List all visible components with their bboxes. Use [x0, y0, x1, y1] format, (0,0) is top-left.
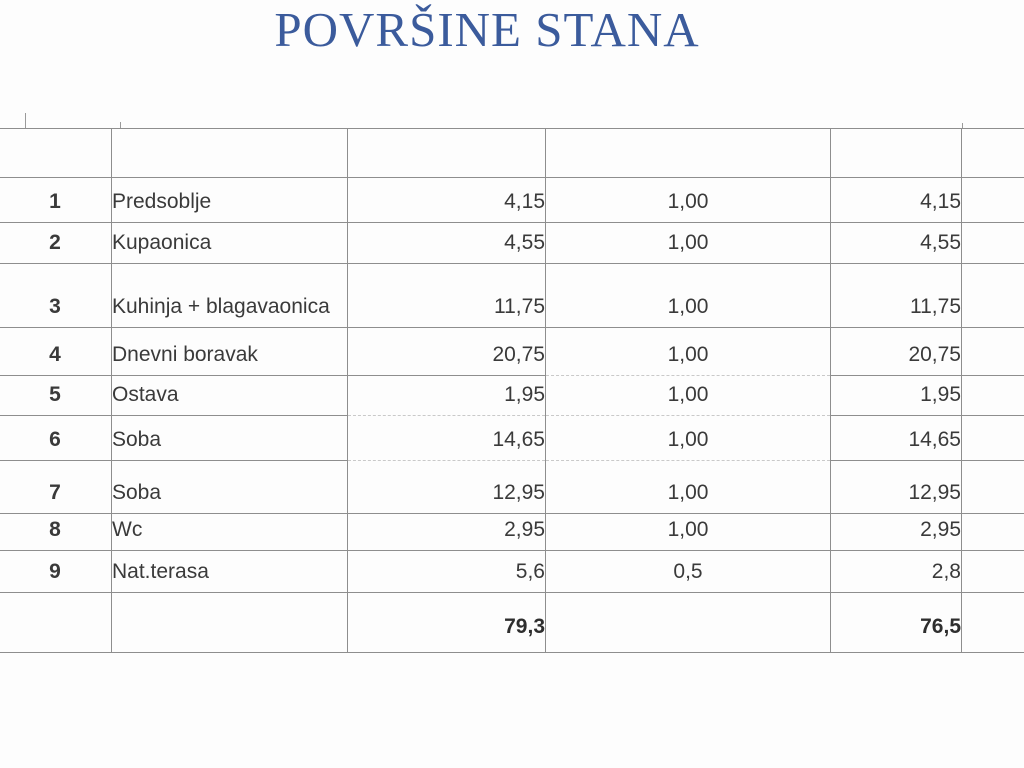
area-cell: 5,6 [348, 551, 546, 593]
room-name-cell: Kupaonica [112, 223, 348, 264]
reduced-area-cell: 11,75 [831, 264, 962, 328]
row-number-cell: 7 [0, 461, 112, 514]
room-name-cell: Ostava [112, 376, 348, 416]
empty-cell [962, 416, 1024, 461]
table-row [0, 223, 1024, 264]
empty-cell [962, 264, 1024, 328]
reduced-area-cell: 2,95 [831, 514, 962, 551]
empty-cell [962, 223, 1024, 264]
coefficient-cell: 1,00 [546, 416, 831, 461]
totals-row [0, 593, 1024, 653]
area-cell: 11,75 [348, 264, 546, 328]
table-row [0, 264, 1024, 328]
empty-cell [0, 593, 112, 653]
reduced-area-cell: 20,75 [831, 328, 962, 376]
coefficient-cell: 1,00 [546, 514, 831, 551]
total-reduced-cell: 76,5 [831, 593, 962, 653]
room-name-cell: Nat.terasa [112, 551, 348, 593]
scan-artifact-line [25, 113, 26, 128]
reduced-area-cell: 2,8 [831, 551, 962, 593]
header-cell [0, 129, 112, 178]
coefficient-cell: 1,00 [546, 376, 831, 416]
row-number-cell: 5 [0, 376, 112, 416]
area-cell: 14,65 [348, 416, 546, 461]
area-cell: 4,15 [348, 178, 546, 223]
row-number-cell: 3 [0, 264, 112, 328]
table-row [0, 461, 1024, 514]
row-number-cell: 6 [0, 416, 112, 461]
room-name-cell: Predsoblje [112, 178, 348, 223]
row-number-cell: 8 [0, 514, 112, 551]
table-row [0, 416, 1024, 461]
reduced-area-cell: 4,55 [831, 223, 962, 264]
coefficient-cell: 1,00 [546, 264, 831, 328]
empty-cell [962, 178, 1024, 223]
room-name-cell: Kuhinja + blagavaonica [112, 264, 348, 328]
table-row [0, 376, 1024, 416]
room-name-cell: Soba [112, 461, 348, 514]
coefficient-cell: 0,5 [546, 551, 831, 593]
coefficient-cell: 1,00 [546, 461, 831, 514]
coefficient-cell: 1,00 [546, 328, 831, 376]
header-cell [831, 129, 962, 178]
areas-table [0, 128, 1024, 653]
header-cell [546, 129, 831, 178]
empty-cell [112, 593, 348, 653]
area-cell: 12,95 [348, 461, 546, 514]
room-name-cell: Wc [112, 514, 348, 551]
reduced-area-cell: 12,95 [831, 461, 962, 514]
room-name-cell: Dnevni boravak [112, 328, 348, 376]
row-number-cell: 4 [0, 328, 112, 376]
empty-cell [962, 376, 1024, 416]
area-cell: 4,55 [348, 223, 546, 264]
empty-cell [962, 514, 1024, 551]
row-number-cell: 1 [0, 178, 112, 223]
coefficient-cell: 1,00 [546, 178, 831, 223]
header-cell [112, 129, 348, 178]
table-row [0, 328, 1024, 376]
area-cell: 1,95 [348, 376, 546, 416]
table-row [0, 514, 1024, 551]
room-name-cell: Soba [112, 416, 348, 461]
table-row [0, 178, 1024, 223]
reduced-area-cell: 4,15 [831, 178, 962, 223]
header-cell [962, 129, 1024, 178]
table-row [0, 551, 1024, 593]
header-cell [348, 129, 546, 178]
empty-cell [546, 593, 831, 653]
area-cell: 20,75 [348, 328, 546, 376]
row-number-cell: 9 [0, 551, 112, 593]
total-area-cell: 79,3 [348, 593, 546, 653]
page-title: POVRŠINE STANA [274, 2, 700, 57]
empty-cell [962, 328, 1024, 376]
table-header-row [0, 129, 1024, 178]
area-cell: 2,95 [348, 514, 546, 551]
reduced-area-cell: 1,95 [831, 376, 962, 416]
empty-cell [962, 593, 1024, 653]
reduced-area-cell: 14,65 [831, 416, 962, 461]
empty-cell [962, 461, 1024, 514]
row-number-cell: 2 [0, 223, 112, 264]
coefficient-cell: 1,00 [546, 223, 831, 264]
empty-cell [962, 551, 1024, 593]
